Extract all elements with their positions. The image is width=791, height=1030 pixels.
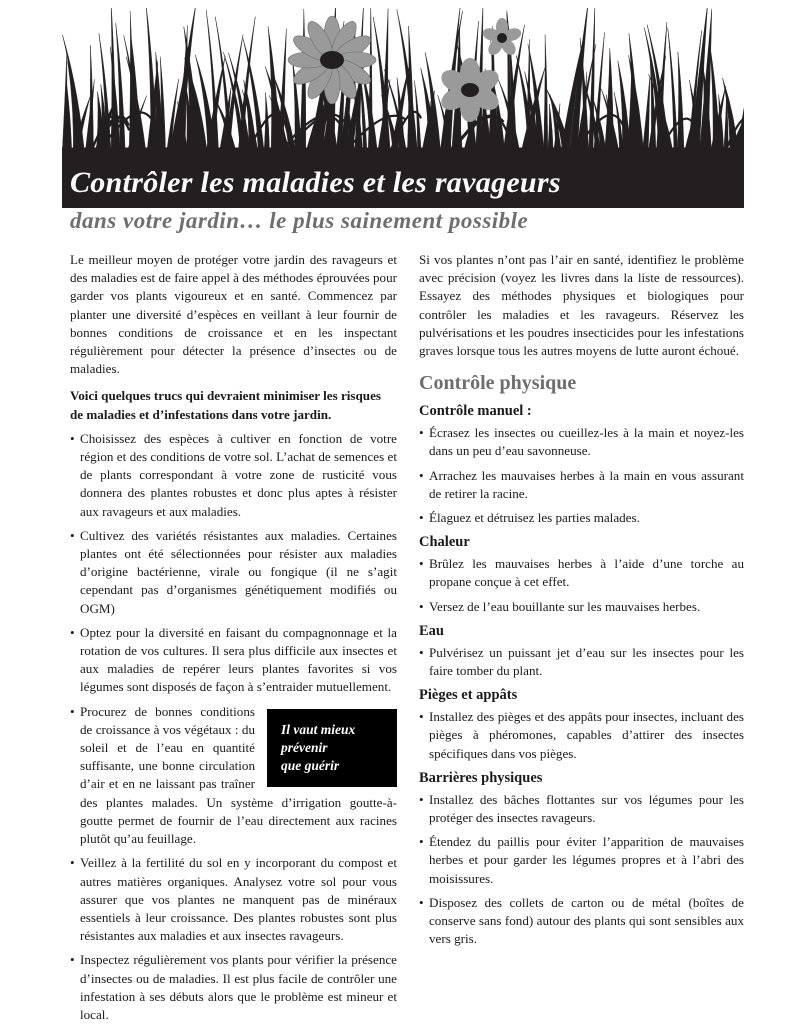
list-item <box>419 555 744 591</box>
bullet-icon: • <box>419 598 424 614</box>
list-item <box>419 598 744 616</box>
list-item-text: Étendez du paillis pour éviter l’apparition de mauvaises herbes et pour garder les légumes propres et à l’abri des moisissures. <box>429 834 744 886</box>
list-item-text: Brûlez les mauvaises herbes à l’aide d’une torche au propane conçue à cet effet. <box>429 556 744 590</box>
page-subtitle: dans votre jardin… le plus sainement possible <box>70 208 529 233</box>
list-item-text: Optez pour la diversité en faisant du compagnonnage et la rotation de vos cultures. Il sera plus difficile aux insectes et aux maladies de repérer leurs plantes favorites si vos légumes sont disposés de façon à s’entraider mutuellement. <box>80 624 397 695</box>
tips-list <box>70 430 397 1024</box>
right-column <box>419 251 744 954</box>
subsection-heading: Eau <box>419 622 444 639</box>
list-item <box>419 894 744 949</box>
list-item-text: Installez des bâches flottantes sur vos légumes pour les protéger des insectes ravageurs. <box>429 791 744 826</box>
list-item <box>419 644 744 680</box>
list-item-text: Installez des pièges et des appâts pour insectes, incluant des pièges à phéromones, capables d’attirer des insectes spécifiques dans vos pièges. <box>429 709 744 761</box>
list-item-text: Disposez des collets de carton ou de métal (boîtes de conserve sans fond) autour des plants qui sont sensibles aux vers gris. <box>429 894 744 947</box>
list-item-text: Procurez de bonnes conditions de croissance à vos végétaux : du soleil et de l’eau en quantité suffisante, une bonne circulation d’air et en ne laissant pas traîner des plantes malades. Un système d’irrigation goutte-à-goutte permet de fournir de l’eau directement aux racines plutôt qu’au feuillage. <box>80 703 397 847</box>
list-item-text: Inspectez régulièrement vos plants pour vérifier la présence d’insectes ou de maladies. Il est plus facile de contrôler une infestation à ses débuts alors que le problème est mineur et local. <box>80 952 397 1022</box>
bullet-icon: • <box>419 556 424 572</box>
flower-small-top <box>481 18 523 58</box>
bullet-icon: • <box>70 952 75 968</box>
list-item <box>419 424 744 460</box>
callout-line: prévenir <box>281 739 328 755</box>
subsection-heading: Chaleur <box>419 534 470 551</box>
list-item-text: Cultivez des variétés résistantes aux maladies. Certaines plantes ont été sélectionnées pour résister aux maladies d’origine bactérienne, virale ou fongique (il ne s’agit cependant pas d’organismes génétiquement modifiés ou OGM) <box>80 527 397 616</box>
bullet-icon: • <box>70 624 75 640</box>
list-item-text: Arrachez les mauvaises herbes à la main en vous assurant de retirer la racine. <box>429 467 744 501</box>
list-item <box>70 703 397 849</box>
list-item <box>70 527 397 618</box>
list-item-text: Écrasez les insectes ou cueillez-les à la main et noyez-les dans un peu d’eau savonneuse. <box>429 425 744 459</box>
section-heading: Contrôle physique <box>419 372 577 395</box>
subsection-list <box>419 644 744 680</box>
list-item <box>70 430 397 521</box>
callout-line: Il vaut mieux <box>281 721 356 737</box>
bullet-icon: • <box>419 644 424 660</box>
list-item-text: Veillez à la fertilité du sol en y incorporant du compost et autres matières organiques. Analysez votre sol pour vous assurer que vos plantes ne manquent pas de minéraux essentiels à leur croissance. Des plantes robustes sont plus résistantes aux maladies et aux insectes ravageurs. <box>80 855 397 944</box>
subsection-heading: Contrôle manuel : <box>419 403 532 420</box>
page-title: Contrôler les maladies et les ravageurs <box>70 166 561 199</box>
subsection-heading: Barrières physiques <box>419 769 543 786</box>
bullet-icon: • <box>419 425 424 441</box>
bullet-icon: • <box>419 834 424 850</box>
bullet-icon: • <box>70 855 75 871</box>
subsection-list <box>419 791 744 949</box>
bullet-icon: • <box>419 467 424 483</box>
subsection-heading: Pièges et appâts <box>419 687 518 704</box>
callout-line: que guérir <box>281 757 340 773</box>
list-item-text: Choisissez des espèces à cultiver en fonction de votre région et des conditions de votre sol. L’achat de semences et de plants correspondant à votre zone de rusticité vous donnera des plantes robustes et donc plus aptes à résister aux ravageurs et aux maladies. <box>80 430 397 519</box>
list-item <box>70 951 397 1024</box>
subsection-list <box>419 424 744 527</box>
list-item <box>70 624 397 697</box>
intro-paragraph: Le meilleur moyen de protéger votre jardin des ravageurs et des maladies est de faire appel à des méthodes éprouvées pour garder vos plants vigoureux et en santé. Commencez par planter une diversité d’espèces en veillant à leur fournir de bonnes conditions de croissance et en les inspectant régulièrement pour détecter la présence d’insectes ou de maladies. <box>70 252 397 377</box>
bullet-icon: • <box>419 709 424 725</box>
bullet-icon: • <box>419 791 424 807</box>
list-item-text: Élaguez et détruisez les parties malades. <box>429 510 640 526</box>
bullet-icon: • <box>419 894 424 910</box>
list-item-text: Versez de l’eau bouillante sur les mauvaises herbes. <box>429 598 701 614</box>
bullet-icon: • <box>70 527 75 543</box>
list-item <box>419 467 744 503</box>
list-item <box>419 791 744 827</box>
subsection-list <box>419 555 744 616</box>
bullet-icon: • <box>70 703 75 719</box>
list-item <box>419 708 744 763</box>
bullet-icon: • <box>419 510 424 526</box>
left-column <box>70 251 397 1030</box>
bullet-icon: • <box>70 430 75 446</box>
intro-paragraph: Si vos plantes n’ont pas l’air en santé, identifiez le problème avec précision (voyez les livres dans la liste de ressources). Essayez des méthodes physiques et biologiques pour contrôler les maladies et les ravageurs. Réservez les pulvérisations et les poudres insecticides pour les infestations graves lorsque tous les autres moyens de lutte auront échoué. <box>419 252 744 359</box>
callout-box <box>267 709 397 787</box>
list-item <box>419 509 744 527</box>
list-item-text: Pulvérisez un puissant jet d’eau sur les insectes pour les faire tomber du plant. <box>429 644 744 679</box>
list-item <box>70 854 397 945</box>
list-item <box>419 833 744 888</box>
grass-silhouette <box>62 8 744 168</box>
subsection-list <box>419 708 744 763</box>
tips-lead: Voici quelques trucs qui devraient minimiser les risques de maladies et d’infestations dans votre jardin. <box>70 388 381 422</box>
